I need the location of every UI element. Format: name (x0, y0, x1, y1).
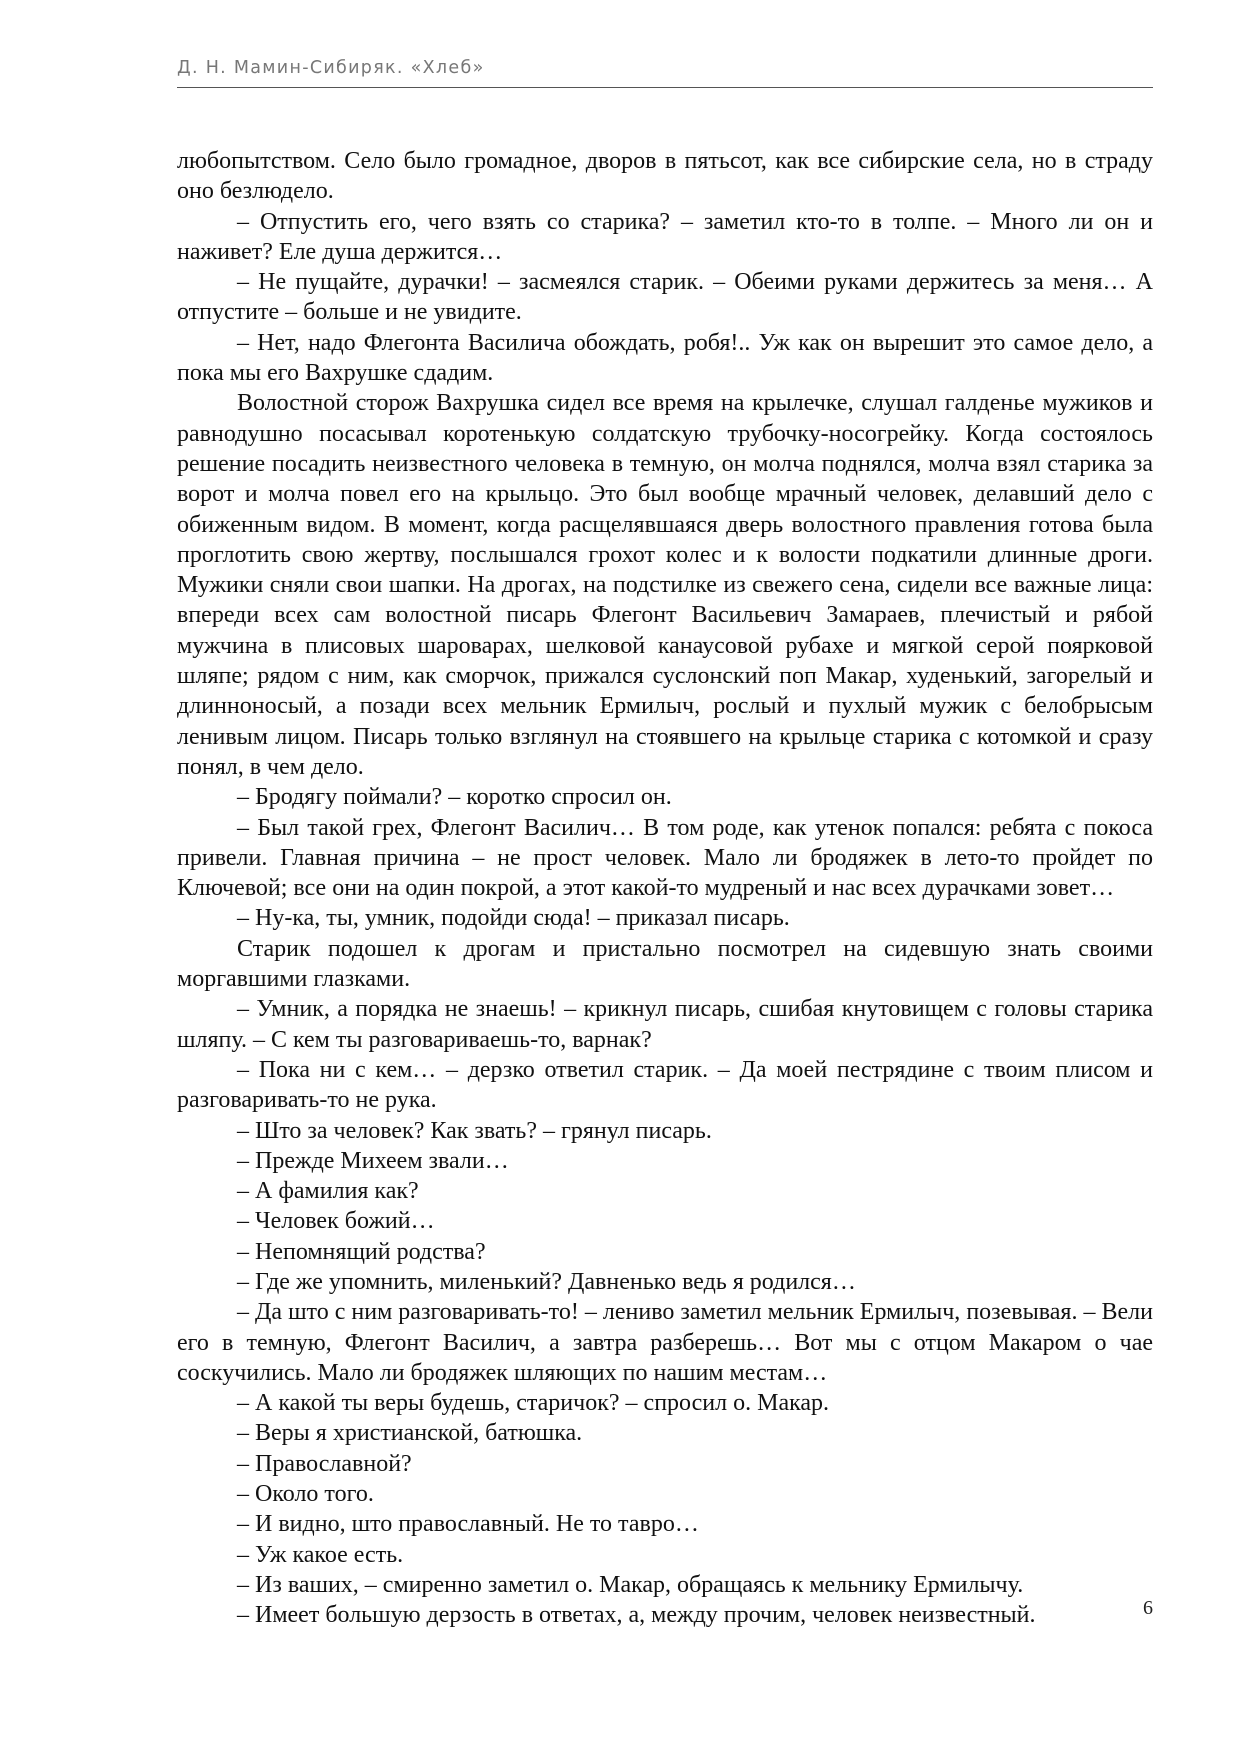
paragraph: – Пока ни с кем… – дерзко ответил старик. – Да моей пестрядине с твоим плисом и разговаривать-то не рука. (177, 1056, 1153, 1114)
paragraph: – Из ваших, – смиренно заметил о. Макар, обращаясь к мельнику Ермилычу. (237, 1571, 1024, 1598)
header-rule (177, 87, 1153, 88)
paragraph: любопытством. Село было громадное, дворов в пятьсот, как все сибирские села, но в страду оно безлюдело. (177, 148, 1153, 205)
page-number: 6 (1143, 1597, 1153, 1619)
paragraph: Старик подошел к дрогам и пристально посмотрел на сидевшую знать своими моргавшими глазками. (177, 935, 1153, 993)
paragraph: – Веры я христианской, батюшка. (237, 1420, 583, 1447)
paragraph: – Бродягу поймали? – коротко спросил он. (237, 784, 672, 811)
paragraph: – Был такой грех, Флегонт Василич… В том роде, как утенок попался: ребята с покоса привели. Главная причина – не прост человек. Мало ли бродяжек в лето-то пройдет по Ключевой; все они на один покрой, а этот какой-то мудреный и нас всех дурачками зовет… (177, 814, 1153, 902)
paragraph: – Да што с ним разговаривать-то! – лениво заметил мельник Ермилыч, позевывая. – Вели его в темную, Флегонт Василич, а завтра разберешь… Вот мы с отцом Макаром о чае соскучились. Мало ли бродяжек шляющих по нашим местам… (177, 1299, 1153, 1386)
paragraph: Волостной сторож Вахрушка сидел все время на крылечке, слушал галденье мужиков и равнодушно посасывал коротенькую солдатскую трубочку-носогрейку. Когда состоялось решение посадить неизвестного человека в темную, он молча поднялся, молча взял старика за ворот и молча повел его на крыльцо. Это был вообще мрачный человек, делавший дело с обиженным видом. В момент, когда расщелявшаяся дверь волостного правления готова была проглотить свою жертву, послышался грохот колес и к волости подкатили длинные дроги. Мужики сняли свои шапки. На дрогах, на подстилке из свежего сена, сидели все важные лица: впереди всех сам волостной писарь Флегонт Васильевич Замараев, плечистый и рябой мужчина в плисовых шароварах, шелковой канаусовой рубахе и мягкой серой поярковой шляпе; рядом с ним, как сморчок, прижался суслонский поп Макар, худенький, загорелый и длинноносый, а позади всех мельник Ермилыч, рослый и пухлый мужик с белобрысым ленивым лицом. Писарь только взглянул на стоявшего на крыльце старика с котомкой и сразу понял, в чем дело. (177, 390, 1153, 780)
paragraph: – И видно, што православный. Не то тавро… (237, 1511, 699, 1538)
paragraph: – Где же упомнить, миленький? Давненько ведь я родился… (237, 1268, 856, 1295)
paragraph: – Уж какое есть. (237, 1541, 404, 1568)
paragraph: – Ну-ка, ты, умник, подойди сюда! – приказал писарь. (237, 905, 790, 932)
paragraph: – Отпустить его, чего взять со старика? – заметил кто-то в толпе. – Много ли он и наживет? Еле душа держится… (177, 208, 1153, 265)
paragraph: – Имеет большую дерзость в ответах, а, между прочим, человек неизвестный. (237, 1602, 1036, 1629)
paragraph: – Православной? (237, 1450, 412, 1477)
paragraph: – Около того. (237, 1481, 374, 1508)
paragraph: – А какой ты веры будешь, старичок? – спросил о. Макар. (237, 1390, 830, 1417)
paragraph: – А фамилия как? (237, 1178, 419, 1205)
paragraph: – Прежде Михеем звали… (237, 1147, 509, 1174)
paragraph: – Человек божий… (237, 1208, 435, 1235)
running-header: Д. Н. Мамин-Сибиряк. «Хлеб» (177, 58, 485, 78)
paragraph: – Не пущайте, дурачки! – засмеялся старик. – Обеими руками держитесь за меня… А отпустите – больше и не увидите. (177, 269, 1153, 326)
body-text (177, 146, 1153, 1631)
paragraph: – Умник, а порядка не знаешь! – крикнул писарь, сшибая кнутовищем с головы старика шляпу. – С кем ты разговариваешь-то, варнак? (177, 996, 1153, 1053)
paragraph: – Нет, надо Флегонта Василича обождать, робя!.. Уж как он вырешит это самое дело, а пока мы его Вахрушке сдадим. (177, 329, 1153, 387)
paragraph: – Што за человек? Как звать? – грянул писарь. (237, 1117, 712, 1144)
paragraph: – Непомнящий родства? (237, 1238, 486, 1265)
